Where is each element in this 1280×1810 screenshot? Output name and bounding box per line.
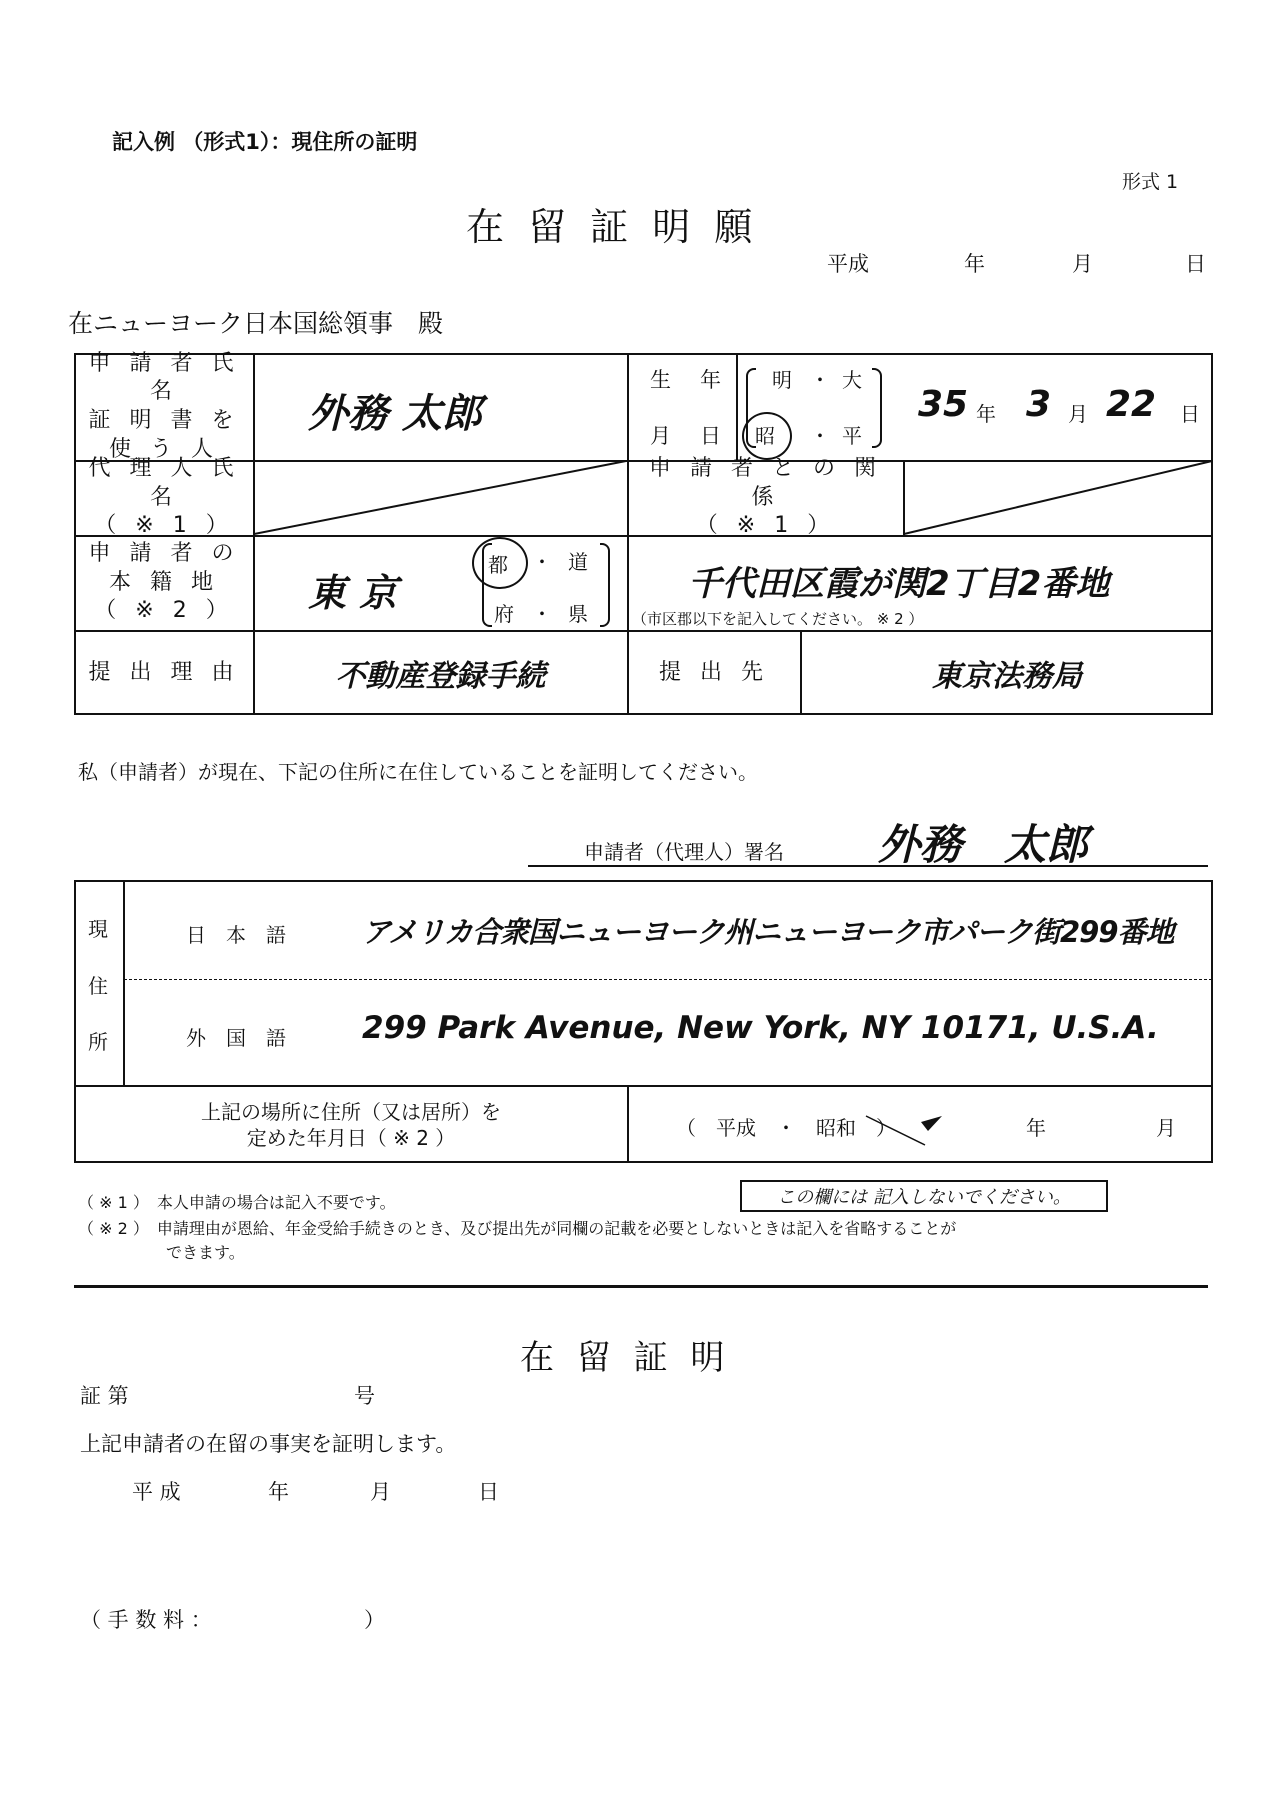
fee-close: ） xyxy=(364,1608,385,1632)
certificate-statement: 上記申請者の在留の事実を証明します。 xyxy=(80,1432,457,1456)
signature-label: 申請者（代理人）署名 xyxy=(584,840,784,864)
birth-month: 3 xyxy=(1026,384,1052,425)
birth-year: 35 xyxy=(918,384,969,425)
address-en-label: 外 国 語 xyxy=(186,1026,286,1050)
birth-label-2: 月 日 xyxy=(650,424,725,448)
main-title: 在 留 証 明 願 xyxy=(466,205,759,249)
note-1: （ ※ 1 ） 本人申請の場合は記入不要です。 xyxy=(78,1193,396,1212)
birth-label-1: 生 年 xyxy=(650,368,725,392)
header-date-month: 月 xyxy=(1072,252,1093,276)
header-date-day: 日 xyxy=(1185,252,1206,276)
honseki-detail: 千代田区霞が関2丁目2番地 xyxy=(688,564,1110,604)
address-jp-value: アメリカ合衆国ニューヨーク州ニューヨーク市パーク街299番地 xyxy=(362,915,1174,949)
birth-day: 22 xyxy=(1106,384,1157,425)
fee-label: （ 手 数 料 ： xyxy=(80,1608,212,1632)
certificate-title: 在 留 証 明 xyxy=(520,1338,731,1378)
applicant-name-value: 外務 太郎 xyxy=(308,391,482,437)
since-year: 年 xyxy=(1026,1116,1046,1140)
agent-name-label: 代 理 人 氏 名 （ ※ 1 ） xyxy=(88,456,240,539)
do-not-fill-box: この欄には 記入しないでください。 xyxy=(740,1180,1108,1212)
note-2: （ ※ 2 ） 申請理由が恩給、年金受給手続きのとき、及び提出先が同欄の記載を必要としないときは記入を省略することが xyxy=(78,1219,957,1238)
pref-ken: 県 xyxy=(568,602,588,626)
honseki-prefecture: 東 京 xyxy=(308,571,398,615)
addressee: 在ニューヨーク日本国総領事 殿 xyxy=(68,309,444,338)
certificate-number-prefix: 証 第 xyxy=(80,1384,129,1408)
certificate-date-era: 平 成 xyxy=(132,1480,181,1504)
signature-value: 外務 太郎 xyxy=(878,820,1089,869)
header-date-era: 平成 xyxy=(827,252,869,276)
since-era: （ 平成 ・ 昭和 ） xyxy=(676,1116,896,1140)
header-date-year: 年 xyxy=(964,252,985,276)
era-heisei: 平 xyxy=(842,424,862,448)
address-side-label-3: 所 xyxy=(88,1030,108,1054)
since-label: 上記の場所に住所（又は居所）を 定めた年月日（ ※ 2 ） xyxy=(201,1099,501,1150)
example-title: 記入例 （形式1）：現住所の証明 xyxy=(112,130,418,154)
era-showa: 昭 xyxy=(755,424,775,448)
destination-value: 東京法務局 xyxy=(932,659,1082,694)
relation-label: 申 請 者 と の 関 係 （ ※ 1 ） xyxy=(649,456,882,539)
certificate-date-month: 月 xyxy=(370,1480,391,1504)
since-month: 月 xyxy=(1156,1116,1176,1140)
honseki-note: （市区郡以下を記入してください。 ※ 2 ） xyxy=(632,610,924,628)
honseki-label: 申 請 者 の 本 籍 地 （ ※ 2 ） xyxy=(88,541,240,624)
note-2b: できます。 xyxy=(166,1243,245,1262)
pref-fu: 府 xyxy=(494,602,514,626)
address-en-value: 299 Park Avenue, New York, NY 10171, U.S.A. xyxy=(362,1010,1159,1046)
address-side-label-1: 現 xyxy=(88,917,108,941)
form-number: 形式 1 xyxy=(1122,171,1179,193)
pref-to: 都 xyxy=(488,553,508,577)
destination-label: 提 出 先 xyxy=(659,659,769,685)
certificate-number-suffix: 号 xyxy=(354,1384,375,1408)
era-meiji: 明 xyxy=(772,368,792,392)
certificate-date-day: 日 xyxy=(478,1480,499,1504)
address-jp-label: 日 本 語 xyxy=(186,923,286,947)
section-divider xyxy=(74,1285,1208,1288)
reason-label: 提 出 理 由 xyxy=(88,659,240,685)
request-text: 私（申請者）が現在、下記の住所に在住していることを証明してください。 xyxy=(78,760,758,784)
applicant-name-label: 申 請 者 氏 名 証 明 書 を 使 う 人 xyxy=(88,350,240,462)
era-taisho: 大 xyxy=(842,368,862,392)
reason-value: 不動産登録手続 xyxy=(335,659,546,694)
certificate-date-year: 年 xyxy=(268,1480,289,1504)
address-side-label-2: 住 xyxy=(88,974,108,998)
pref-do: 道 xyxy=(568,550,588,574)
